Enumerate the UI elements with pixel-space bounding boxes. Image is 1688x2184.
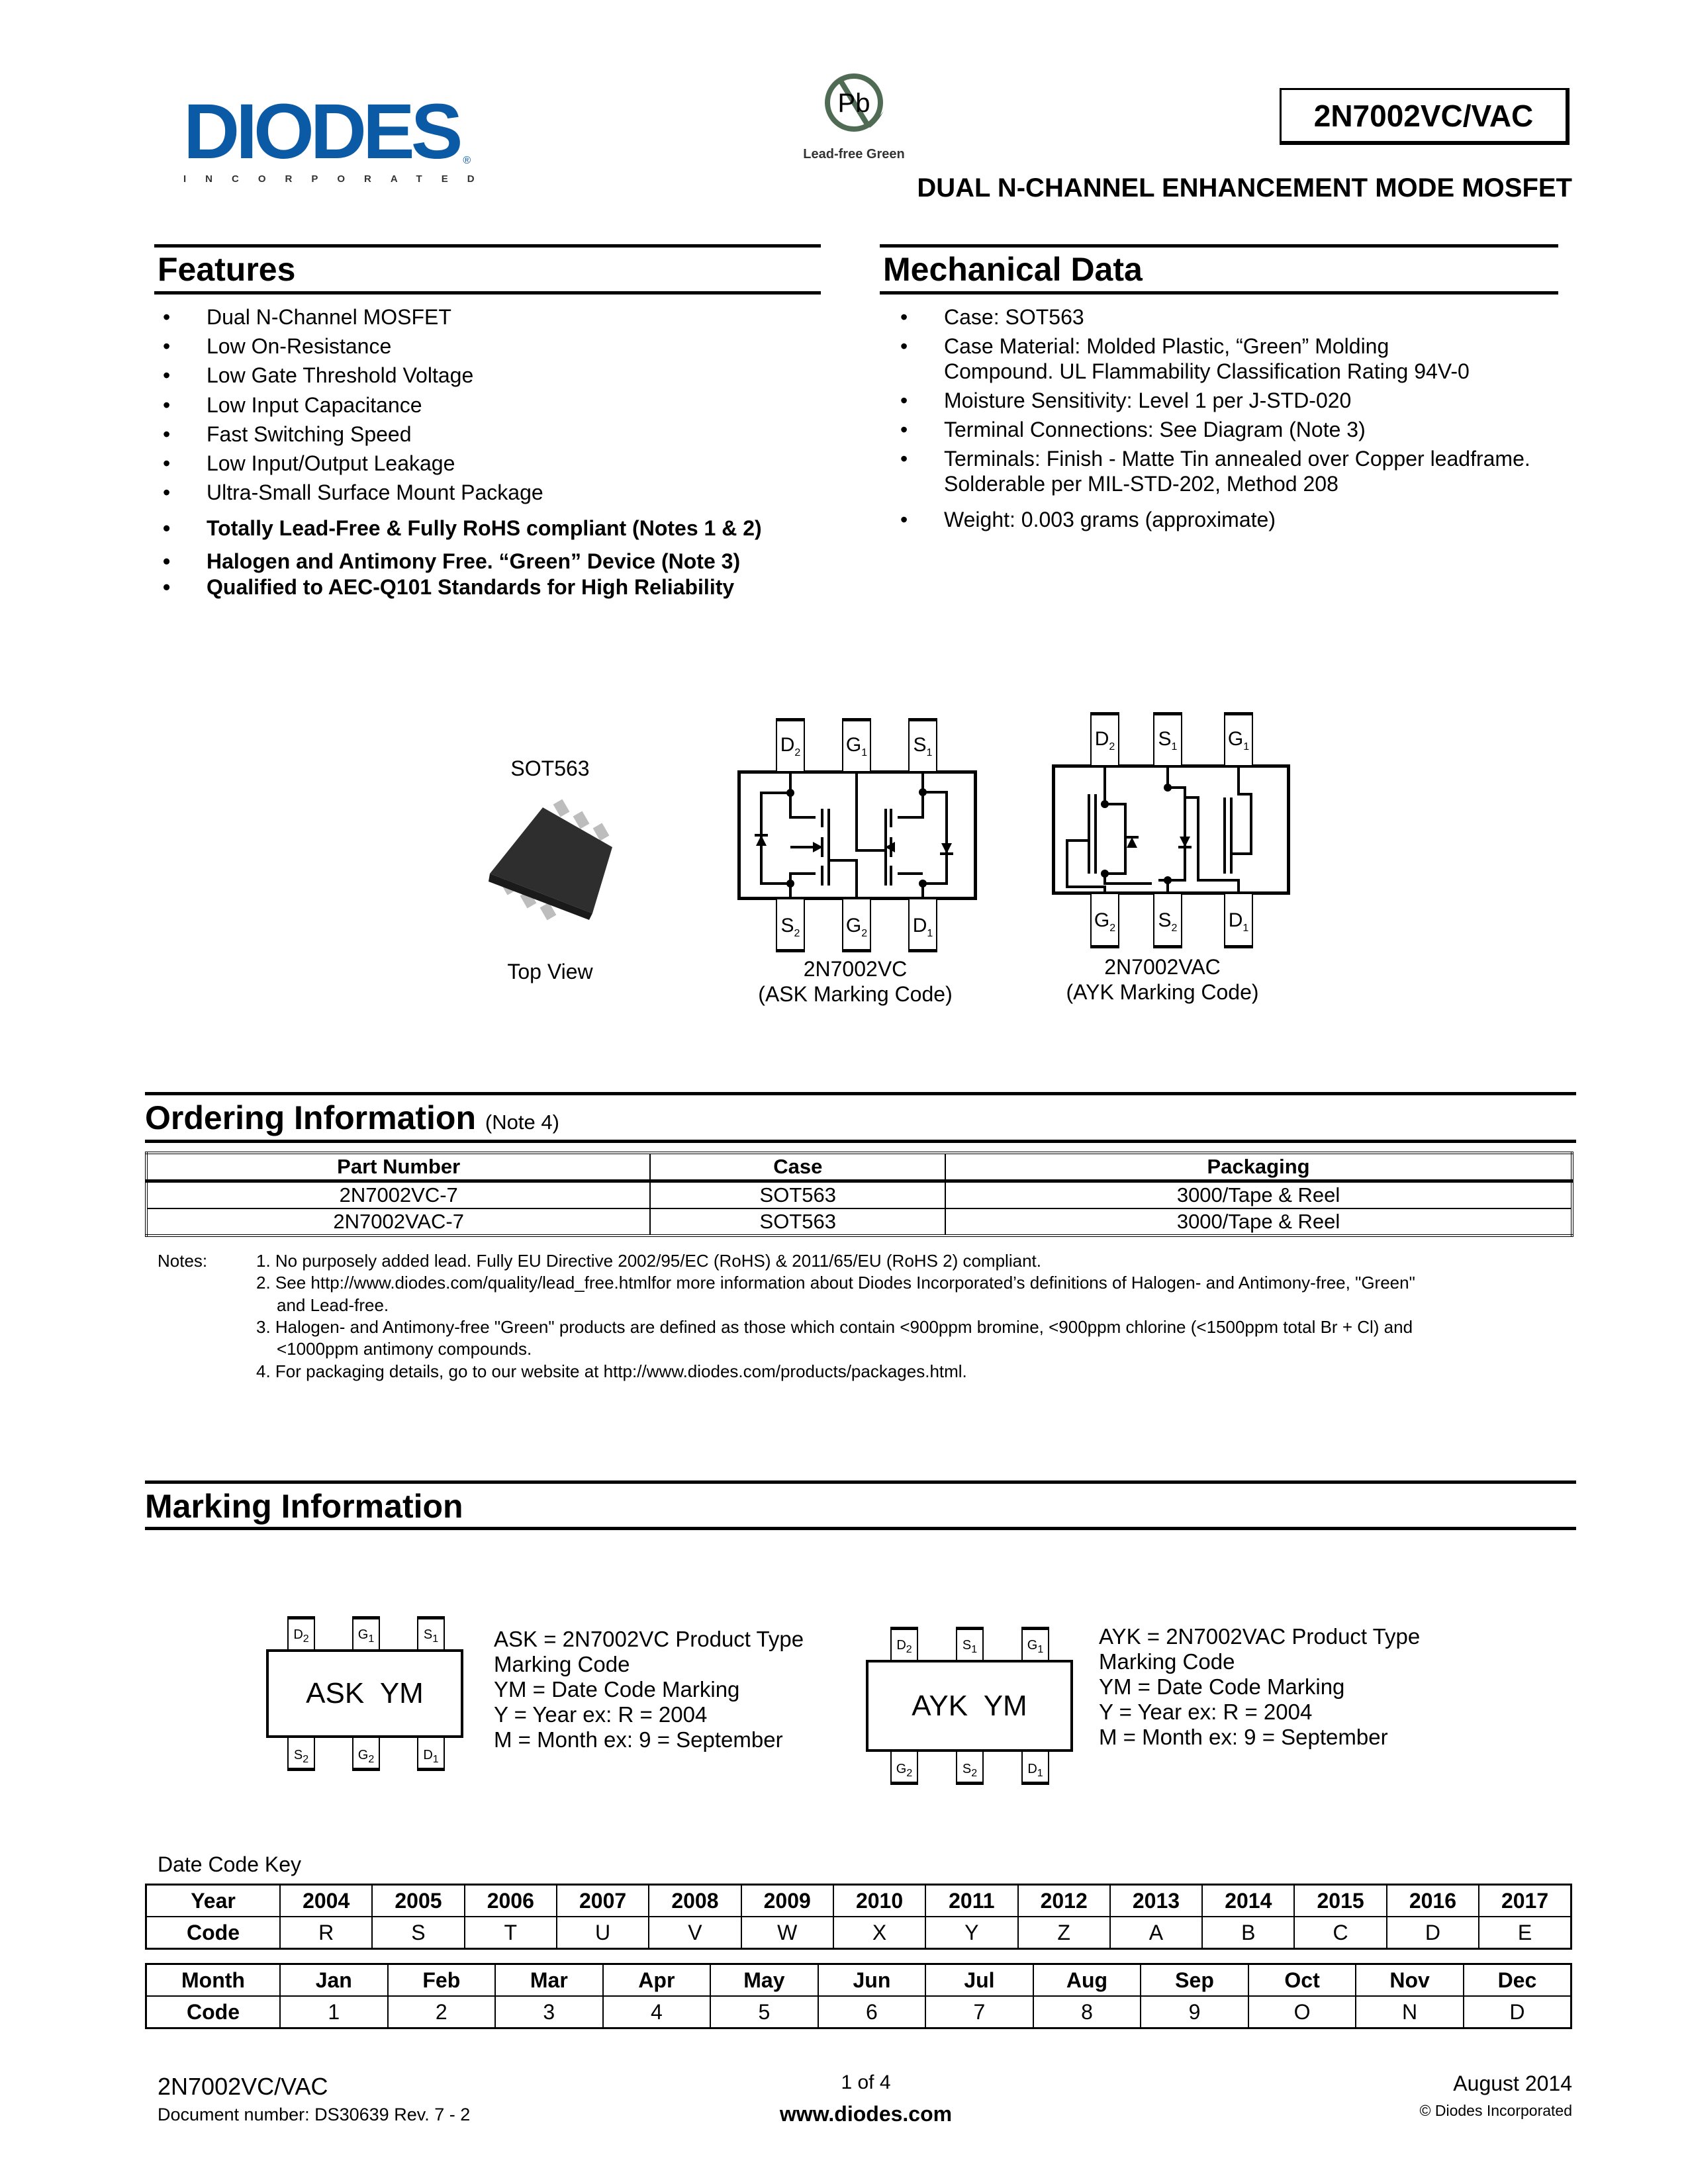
cell: Code [146,1996,281,2028]
cell: 2 [388,1996,496,2028]
feature-text: Ultra-Small Surface Mount Package [207,480,543,504]
cell: 7 [925,1996,1033,2028]
pin-letter: G [1094,909,1110,931]
legend-line: Y = Year ex: R = 2004 [494,1702,708,1727]
cell: Jun [818,1964,926,1997]
ordering-note: (Note 4) [485,1111,559,1134]
cell: W [741,1917,833,1949]
bullet-icon: • [900,388,908,412]
ordering-title: Ordering Information [145,1099,476,1136]
sot563-chip-image [477,794,629,927]
pin-letter: D [896,1638,906,1653]
ordering-heading [145,1099,559,1137]
divider [880,291,1558,295]
cell: R [280,1917,372,1949]
feature-item [163,336,851,358]
legend-line: AYK = 2N7002VAC Product Type [1099,1624,1421,1649]
date-code-key-label: Date Code Key [158,1852,302,1876]
cell: V [649,1917,741,1949]
cell: Feb [388,1964,496,1997]
cell: N [1356,1996,1464,2028]
header-packaging: Packaging [945,1153,1572,1181]
feature-text: Fast Switching Speed [207,422,412,446]
year-code-table [145,1884,1572,1950]
mechanical-text: Case: SOT563 [944,305,1084,329]
note-2: 2. See http://www.diodes.com/quality/lead_free.htmlfor more information about Diodes Incorporated’s definitions of Halogen- and Antimony-free, "Green" [256,1273,1415,1293]
pin-letter: G [357,1627,369,1642]
part-title-box [1280,88,1570,145]
divider [154,291,821,295]
bullet-icon: • [900,334,908,358]
top-view-label: Top View [507,960,593,983]
mechanical-text: Case Material: Molded Plastic, “Green” Molding [944,334,1389,358]
pin-g2 [890,1751,918,1785]
bullet-icon: • [163,334,171,358]
divider [880,244,1558,248]
legend-line: Y = Year ex: R = 2004 [1099,1700,1313,1724]
cell: 2012 [1018,1885,1110,1917]
pin-d1 [417,1737,445,1771]
cell: Apr [603,1964,711,1997]
pin-subscript: 2 [971,1768,978,1779]
legend-line: M = Month ex: 9 = September [1099,1725,1388,1749]
pin-letter: S [962,1762,972,1776]
pin-letter: S [1158,909,1172,931]
ordering-table [145,1152,1573,1237]
pin-s2 [287,1737,315,1771]
cell: 2N7002VAC-7 [146,1208,650,1236]
pin-subscript: 2 [1109,741,1115,752]
divider [154,244,821,248]
table-row [146,1996,1571,2028]
pin-s1 [417,1616,445,1651]
cell: 2009 [741,1885,833,1917]
cell: Month [146,1964,281,1997]
pin-letter: G [1227,728,1244,750]
mechanical-item [900,336,1575,386]
cell: A [1110,1917,1202,1949]
pin-letter: S [962,1638,972,1653]
pin-letter: D [1027,1762,1037,1776]
pin-letter: G [845,915,862,936]
bullet-icon: • [163,393,171,417]
pin-d1 [1021,1751,1049,1785]
legend-line: YM = Date Code Marking [1099,1674,1345,1699]
part-title: 2N7002VC/VAC [1313,98,1534,133]
feature-text: Low Gate Threshold Voltage [207,363,474,387]
pin-subscript: 2 [368,1754,375,1765]
mechanical-text: Weight: 0.003 grams (approximate) [944,508,1276,531]
pin-g1 [842,718,871,772]
mechanical-item [900,419,1575,441]
bullet-icon: • [163,516,171,540]
cell: D [1464,1996,1571,2028]
feature-item [163,482,851,504]
pin-letter: G [1027,1638,1038,1653]
c2-part-label: 2N7002VAC [1104,955,1221,979]
pin-letter: S [293,1748,303,1762]
legend-line: M = Month ex: 9 = September [494,1727,783,1752]
mechanical-item [900,448,1575,498]
bullet-icon: • [900,508,908,531]
cell: 3 [495,1996,603,2028]
pin-subscript: 1 [1171,741,1178,752]
pin-letter: D [1094,728,1109,750]
bullet-icon: • [163,549,171,573]
marking-code-ayk: AYK YM [912,1689,1027,1722]
pin-subscript: 2 [794,747,801,758]
cell: X [833,1917,925,1949]
pin-letter: S [913,734,927,756]
pin-d1 [908,898,937,952]
pin-g2 [352,1737,380,1771]
pin-s1 [908,718,937,772]
cell: 1 [280,1996,388,2028]
lead-free-logo [794,69,914,162]
pin-d2 [776,718,805,772]
cell: SOT563 [650,1208,945,1236]
pin-letter: G [896,1762,907,1776]
marking-code-ask: ASK YM [306,1677,424,1709]
feature-item [163,424,851,446]
pin-subscript: 2 [906,1768,913,1779]
pin-letter: G [357,1748,369,1762]
bullet-icon: • [163,422,171,446]
cell: Y [925,1917,1017,1949]
pin-subscript: 1 [1243,741,1250,752]
cell: 8 [1033,1996,1141,2028]
cell: C [1294,1917,1386,1949]
page-subtitle: DUAL N-CHANNEL ENHANCEMENT MODE MOSFET [917,173,1572,203]
cell: 3000/Tape & Reel [945,1208,1572,1236]
pin-subscript: 2 [303,1633,309,1645]
marking-legend-ask [494,1627,804,1752]
schematic-2n7002vac [1052,764,1290,895]
pin-d2 [1090,712,1119,766]
cell: B [1202,1917,1294,1949]
note-4: 4. For packaging details, go to our website at http://www.diodes.com/products/packages.html. [256,1361,967,1381]
cell: 2N7002VC-7 [146,1181,650,1209]
legend-line: YM = Date Code Marking [494,1677,740,1702]
cell: 2004 [280,1885,372,1917]
pin-s2 [1153,893,1182,948]
cell: Year [146,1885,281,1917]
pin-subscript: 1 [926,747,933,758]
logo-subtitle: INCORPORATED [183,173,494,185]
mechanical-text-cont: Compound. UL Flammability Classification Rating 94V-0 [944,359,1470,383]
feature-text: Low On-Resistance [207,334,392,358]
pin-subscript: 1 [432,1633,439,1645]
pin-g2 [842,898,871,952]
pin-s1 [956,1627,984,1661]
feature-text: Halogen and Antimony Free. “Green” Device (Note 3) [207,549,741,573]
pin-letter: S [780,915,794,936]
pin-g1 [352,1616,380,1651]
pin-letter: S [1158,728,1172,750]
pin-letter: S [423,1627,433,1642]
pin-letter: D [780,734,795,756]
legend-line: Marking Code [494,1652,630,1676]
pin-subscript: 2 [794,928,800,939]
table-row [146,1181,1572,1209]
cell: 2013 [1110,1885,1202,1917]
table-row [146,1964,1571,1997]
footer-copyright: © Diodes Incorporated [1419,2102,1572,2119]
feature-item [163,576,851,599]
pin-letter: D [1228,909,1243,931]
cell: Dec [1464,1964,1571,1997]
marking-chip-ayk [866,1660,1073,1752]
pin-g2 [1090,893,1119,948]
table-row [146,1885,1571,1917]
header-part-number: Part Number [146,1153,650,1181]
cell: Sep [1141,1964,1248,1997]
cell: 2011 [925,1885,1017,1917]
cell: 2017 [1479,1885,1571,1917]
cell: 2005 [372,1885,464,1917]
pin-subscript: 1 [971,1644,978,1655]
bullet-icon: • [900,418,908,441]
feature-text: Qualified to AEC-Q101 Standards for High Reliability [207,575,735,599]
cell: 2007 [557,1885,649,1917]
pin-subscript: 2 [1171,923,1178,934]
cell: Oct [1248,1964,1356,1997]
pin-subscript: 2 [1109,923,1116,934]
legend-line: Marking Code [1099,1649,1235,1674]
c2-code-label: (AYK Marking Code) [1066,980,1259,1004]
pin-subscript: 1 [1243,923,1249,934]
pin-subscript: 1 [432,1754,439,1765]
cell: Jan [280,1964,388,1997]
mechanical-text: Terminals: Finish - Matte Tin annealed over Copper leadframe. [944,447,1530,471]
feature-text: Dual N-Channel MOSFET [207,305,451,329]
divider [145,1480,1576,1484]
pin-g1 [1224,712,1253,766]
cell: 2006 [465,1885,557,1917]
cell: 4 [603,1996,711,2028]
features-heading: Features [158,251,296,288]
cell: S [372,1917,464,1949]
month-code-table [145,1963,1572,2029]
cell: 5 [710,1996,818,2028]
bullet-icon: • [163,575,171,599]
footer-page-number: 1 of 4 [841,2071,891,2093]
feature-item [163,394,851,417]
pin-subscript: 2 [303,1754,309,1765]
cell: Code [146,1917,281,1949]
pin-g1 [1021,1627,1049,1661]
bullet-icon: • [163,363,171,387]
cell: 3000/Tape & Reel [945,1181,1572,1209]
pin-d2 [287,1616,315,1651]
mechanical-heading: Mechanical Data [883,251,1143,288]
table-header-row [146,1153,1572,1181]
c1-part-label: 2N7002VC [803,957,908,981]
notes-label: Notes: [158,1251,208,1271]
lead-free-caption: Lead-free Green [803,147,905,161]
feature-text: Totally Lead-Free & Fully RoHS compliant (Notes 1 & 2) [207,516,762,540]
feature-item [163,365,851,387]
divider [145,1140,1576,1143]
pin-subscript: 2 [906,1644,912,1655]
footer-doc-number: Document number: DS30639 Rev. 7 - 2 [158,2105,471,2124]
schematic-2n7002vc [737,770,977,900]
logo-registered: ® [463,155,471,166]
footer-date: August 2014 [1453,2071,1572,2095]
pin-subscript: 2 [861,928,868,939]
bullet-icon: • [163,480,171,504]
pin-d1 [1224,893,1253,948]
cell: 6 [818,1996,926,2028]
note-2-cont: and Lead-free. [277,1295,389,1315]
feature-item [163,518,851,540]
cell: D [1387,1917,1479,1949]
logo-brand: DIODES [183,88,459,175]
cell: Z [1018,1917,1110,1949]
header-case: Case [650,1153,945,1181]
cell: 2016 [1387,1885,1479,1917]
divider [145,1092,1576,1095]
mechanical-text: Moisture Sensitivity: Level 1 per J-STD-020 [944,388,1352,412]
cell: O [1248,1996,1356,2028]
feature-text: Low Input/Output Leakage [207,451,455,475]
pin-subscript: 1 [368,1633,375,1645]
cell: May [710,1964,818,1997]
table-row [146,1208,1572,1236]
cell: Mar [495,1964,603,1997]
cell: E [1479,1917,1571,1949]
feature-item [163,453,851,475]
pin-s2 [956,1751,984,1785]
mechanical-item [900,390,1575,412]
pin-subscript: 1 [927,928,933,939]
divider [145,1527,1576,1530]
pin-subscript: 1 [1037,1644,1044,1655]
bullet-icon: • [900,447,908,471]
pin-letter: G [845,734,862,756]
footer-website-link[interactable]: www.diodes.com [779,2102,953,2126]
cell: 2015 [1294,1885,1386,1917]
pin-d2 [890,1627,918,1661]
cell: 2014 [1202,1885,1294,1917]
mechanical-text: Terminal Connections: See Diagram (Note 3) [944,418,1366,441]
bullet-icon: • [163,305,171,329]
marking-chip-ask [266,1649,463,1738]
feature-item [163,306,851,329]
pin-s1 [1153,712,1182,766]
cell: 9 [1141,1996,1248,2028]
feature-item [163,551,851,573]
pin-letter: D [293,1627,303,1642]
cell: U [557,1917,649,1949]
legend-line: ASK = 2N7002VC Product Type [494,1627,804,1651]
marking-heading: Marking Information [145,1488,463,1525]
marking-legend-ayk [1099,1624,1420,1750]
bullet-icon: • [163,451,171,475]
mechanical-item [900,509,1575,531]
table-row [146,1917,1571,1949]
pin-letter: D [912,915,927,936]
mechanical-item [900,306,1575,329]
note-1: 1. No purposely added lead. Fully EU Directive 2002/95/EC (RoHS) & 2011/65/EU (RoHS 2) compliant. [256,1251,1041,1271]
cell: SOT563 [650,1181,945,1209]
pb-free-icon [794,69,914,142]
package-name: SOT563 [510,756,590,780]
pin-subscript: 1 [861,747,868,758]
pin-s2 [776,898,805,952]
cell: Nov [1356,1964,1464,1997]
diodes-logo [183,88,494,185]
bullet-icon: • [900,305,908,329]
mechanical-text-cont: Solderable per MIL-STD-202, Method 208 [944,472,1338,496]
note-3-cont: <1000ppm antimony compounds. [277,1339,532,1359]
pb-symbol: Pb [837,89,870,118]
cell: Aug [1033,1964,1141,1997]
c1-code-label: (ASK Marking Code) [758,982,953,1006]
pin-subscript: 1 [1037,1768,1043,1779]
logo-row [183,88,494,175]
cell: Jul [925,1964,1033,1997]
cell: 2008 [649,1885,741,1917]
feature-text: Low Input Capacitance [207,393,422,417]
pin-letter: D [423,1748,433,1762]
footer-part: 2N7002VC/VAC [158,2073,328,2100]
note-3: 3. Halogen- and Antimony-free "Green" products are defined as those which contain <900ppm bromine, <900ppm chlorine (<1500ppm total Br + Cl) and [256,1317,1413,1337]
cell: 2010 [833,1885,925,1917]
cell: T [465,1917,557,1949]
